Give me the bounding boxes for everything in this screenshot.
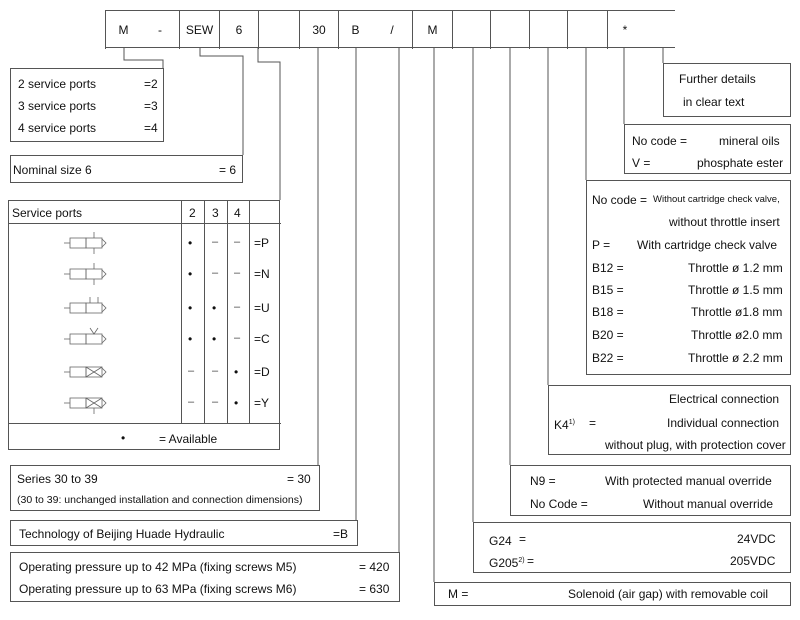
voltage-code-text: G205	[489, 556, 519, 570]
col-header-2: 2	[189, 206, 196, 220]
mark-col2: •	[188, 332, 193, 346]
electrical-line2: without plug, with protection cover	[605, 438, 786, 452]
mark-col4: –	[234, 332, 241, 344]
series-box	[10, 465, 320, 511]
service-row	[8, 261, 280, 289]
mark-col2: –	[188, 396, 195, 408]
ports-row-code: =2	[144, 77, 158, 91]
technology-code: =B	[333, 527, 349, 541]
nocode-code: No code =	[592, 193, 648, 207]
electrical-code-footnote: 1)	[568, 419, 575, 426]
nocode-line1: Without cartridge check valve,	[653, 194, 780, 205]
mark-col3: –	[212, 236, 219, 248]
electrical-connection-box	[548, 385, 791, 455]
nominal-size-box	[10, 155, 243, 183]
voltage-desc: 205VDC	[730, 554, 776, 568]
valve-symbol-icon	[58, 230, 130, 256]
service-row	[8, 390, 280, 418]
electrical-line1: Individual connection	[667, 416, 780, 430]
valve-symbol-icon	[58, 326, 130, 352]
mark-col4: •	[234, 365, 239, 379]
service-row	[8, 359, 280, 387]
seal-desc: mineral oils	[719, 134, 780, 148]
mark-col4: •	[234, 396, 239, 410]
seal-code: No code =	[632, 134, 688, 148]
technology-label: Technology of Beijing Huade Hydraulic	[19, 527, 225, 541]
voltage-box	[473, 522, 791, 573]
ports-row-code: =4	[144, 121, 158, 135]
pressure-label: Operating pressure up to 42 MPa (fixing screws M5)	[19, 560, 297, 574]
further-line2: in clear text	[683, 95, 745, 109]
override-desc: Without manual override	[643, 497, 774, 511]
legend-text: = Available	[159, 432, 218, 446]
manual-override-box	[510, 465, 791, 516]
service-row	[8, 326, 280, 354]
ports-box	[10, 68, 164, 142]
seal-material-box	[624, 124, 791, 174]
mark-col3: –	[212, 267, 219, 279]
voltage-code-text: G24	[489, 534, 512, 548]
technology-box	[10, 520, 358, 546]
override-code: N9 =	[530, 474, 556, 488]
pressure-box	[10, 552, 400, 602]
mark-col3: •	[212, 332, 217, 346]
mark-col2: •	[188, 236, 193, 250]
voltage-code	[489, 554, 525, 570]
mark-col4: –	[234, 236, 241, 248]
cv-desc: Throttle ø 1.2 mm	[688, 261, 783, 275]
solenoid-code: M =	[448, 587, 469, 601]
pressure-code: = 630	[359, 582, 390, 596]
voltage-code	[489, 532, 512, 548]
nominal-label: Nominal size 6	[13, 163, 92, 177]
mark-col4: –	[234, 301, 241, 313]
col-header-4: 4	[234, 206, 241, 220]
row-code: =U	[254, 301, 270, 315]
cv-code: B20 =	[592, 328, 624, 342]
series-note: (30 to 39: unchanged installation and connection dimensions)	[17, 494, 303, 506]
row-code: =Y	[254, 396, 270, 410]
pressure-label: Operating pressure up to 63 MPa (fixing screws M6)	[19, 582, 297, 596]
mark-col3: –	[212, 365, 219, 377]
cv-code: P =	[592, 238, 611, 252]
seal-desc: phosphate ester	[697, 156, 784, 170]
mark-col3: –	[212, 396, 219, 408]
code-cell-6: 30	[299, 11, 338, 49]
ports-row-code: =3	[144, 99, 158, 113]
mark-col2: •	[188, 301, 193, 315]
code-cell-2: -	[158, 23, 162, 37]
row-code: =N	[254, 267, 270, 281]
nocode-line2: without throttle insert	[669, 215, 780, 229]
code-cell-9: M	[412, 11, 452, 49]
valve-symbol-icon	[58, 295, 130, 321]
mark-col2: –	[188, 365, 195, 377]
cv-code: B12 =	[592, 261, 624, 275]
mark-col2: •	[188, 267, 193, 281]
cv-code: B18 =	[592, 305, 624, 319]
code-cell-8: /	[390, 23, 394, 37]
series-label: Series 30 to 39	[17, 472, 98, 486]
pressure-code: = 420	[359, 560, 390, 574]
service-row	[8, 230, 280, 258]
col-header-3: 3	[212, 206, 219, 220]
ports-row-label: 2 service ports	[18, 77, 97, 91]
code-cell-1: M	[105, 11, 141, 49]
cv-desc: Throttle ø1.8 mm	[691, 305, 783, 319]
further-details-box	[663, 63, 791, 117]
row-code: =P	[254, 236, 270, 250]
check-valve-box	[586, 180, 791, 375]
electrical-code	[554, 416, 575, 432]
ports-row-label: 3 service ports	[18, 99, 97, 113]
voltage-eq: =	[527, 554, 535, 568]
further-line1: Further details	[679, 72, 756, 86]
valve-symbol-icon	[58, 390, 130, 416]
nominal-code: = 6	[219, 163, 237, 177]
voltage-eq: =	[519, 532, 527, 546]
row-code: =C	[254, 332, 270, 346]
code-cell-14: *	[607, 11, 642, 49]
mark-col4: –	[234, 267, 241, 279]
code-cell-7: B	[338, 11, 372, 49]
cv-code: B15 =	[592, 283, 624, 297]
cv-desc: Throttle ø2.0 mm	[691, 328, 783, 342]
valve-symbol-icon	[58, 261, 130, 287]
override-code: No Code =	[530, 497, 588, 511]
electrical-eq: =	[589, 416, 597, 430]
voltage-code-footnote: 2)	[518, 557, 525, 564]
legend-dot: •	[121, 431, 126, 445]
row-code: =D	[254, 365, 270, 379]
solenoid-desc: Solenoid (air gap) with removable coil	[568, 587, 769, 601]
service-ports-title: Service ports	[12, 206, 83, 220]
electrical-title: Electrical connection	[669, 392, 780, 406]
code-cell-3: SEW	[179, 11, 219, 49]
ports-row-label: 4 service ports	[18, 121, 97, 135]
cv-desc: Throttle ø 2.2 mm	[688, 351, 783, 365]
override-desc: With protected manual override	[605, 474, 772, 488]
seal-code: V =	[632, 156, 651, 170]
cv-code: B22 =	[592, 351, 624, 365]
service-row	[8, 295, 280, 323]
cv-desc: With cartridge check valve	[637, 238, 778, 252]
voltage-desc: 24VDC	[737, 532, 776, 546]
series-code: = 30	[287, 472, 311, 486]
code-cell-4: 6	[219, 11, 258, 49]
electrical-code-text: K4	[554, 418, 569, 432]
solenoid-box	[434, 582, 791, 606]
mark-col3: •	[212, 301, 217, 315]
cv-desc: Throttle ø 1.5 mm	[688, 283, 783, 297]
valve-symbol-icon	[58, 359, 130, 385]
